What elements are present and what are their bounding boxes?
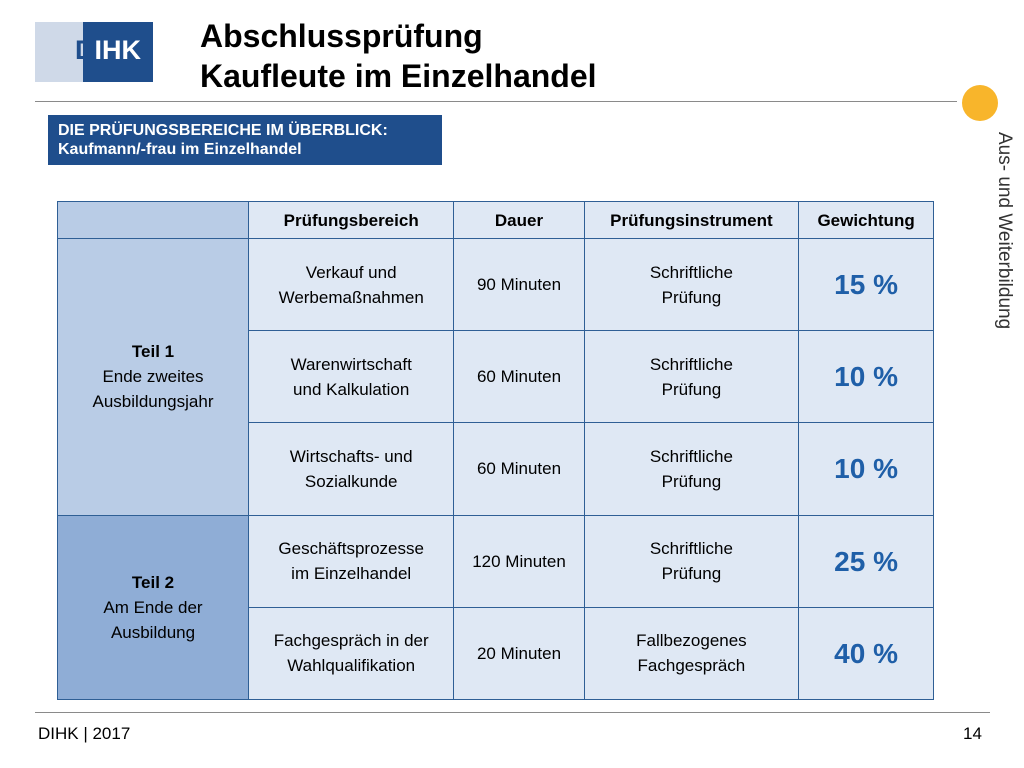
part1-line3: Ausbildungsjahr — [92, 392, 214, 412]
header-area: Prüfungsbereich — [249, 202, 454, 239]
weight-cell: 25 % — [799, 515, 934, 607]
banner-line-2: Kaufmann/-frau im Einzelhandel — [58, 141, 302, 158]
weight-cell: 10 % — [799, 423, 934, 515]
top-divider — [35, 101, 957, 102]
header-instrument: Prüfungsinstrument — [584, 202, 799, 239]
instrument-cell: Schriftliche Prüfung — [584, 515, 799, 607]
instrument-cell: Fallbezogenes Fachgespräch — [584, 607, 799, 699]
area-cell: Warenwirtschaft und Kalkulation — [249, 331, 454, 423]
part1-title: Teil 1 — [131, 342, 175, 362]
instrument-cell: Schriftliche Prüfung — [584, 423, 799, 515]
bottom-divider — [35, 712, 990, 713]
header-duration: Dauer — [454, 202, 584, 239]
part1-cell — [58, 239, 249, 516]
exam-table — [57, 201, 934, 700]
weight-cell: 15 % — [799, 239, 934, 331]
table-row — [58, 515, 934, 607]
dihk-logo — [35, 22, 153, 82]
table-header-row — [58, 202, 934, 239]
instrument-cell: Schriftliche Prüfung — [584, 239, 799, 331]
duration-cell: 60 Minuten — [454, 423, 584, 515]
area-cell: Geschäftsprozesse im Einzelhandel — [249, 515, 454, 607]
header-weight: Gewichtung — [799, 202, 934, 239]
duration-cell: 60 Minuten — [454, 331, 584, 423]
title-line-1: Abschlussprüfung — [200, 18, 483, 54]
table-row — [58, 239, 934, 331]
area-cell: Wirtschafts- und Sozialkunde — [249, 423, 454, 515]
part2-line3: Ausbildung — [110, 622, 196, 642]
instrument-cell: Schriftliche Prüfung — [584, 331, 799, 423]
part1-line2: Ende zweites — [102, 367, 204, 387]
duration-cell: 90 Minuten — [454, 239, 584, 331]
part2-title: Teil 2 — [131, 572, 175, 592]
weight-cell: 10 % — [799, 331, 934, 423]
area-cell: Verkauf und Werbemaßnahmen — [249, 239, 454, 331]
header-corner — [58, 202, 249, 239]
duration-cell: 120 Minuten — [454, 515, 584, 607]
area-cell: Fachgespräch in der Wahlqualifikation — [249, 607, 454, 699]
footer-text: DIHK | 2017 — [38, 724, 131, 743]
part2-line2: Am Ende der — [103, 597, 203, 617]
title-line-2: Kaufleute im Einzelhandel — [200, 58, 597, 94]
side-label: Aus- und Weiterbildung — [994, 132, 1015, 330]
logo-text: DIHK — [75, 35, 141, 65]
duration-cell: 20 Minuten — [454, 607, 584, 699]
orange-dot-icon — [962, 85, 998, 121]
banner-line-1: DIE PRÜFUNGSBEREICHE IM ÜBERBLICK: — [58, 122, 388, 139]
slide-title — [200, 16, 597, 96]
weight-cell: 40 % — [799, 607, 934, 699]
page-number: 14 — [963, 724, 982, 743]
section-banner — [48, 115, 442, 165]
part2-cell — [58, 515, 249, 699]
